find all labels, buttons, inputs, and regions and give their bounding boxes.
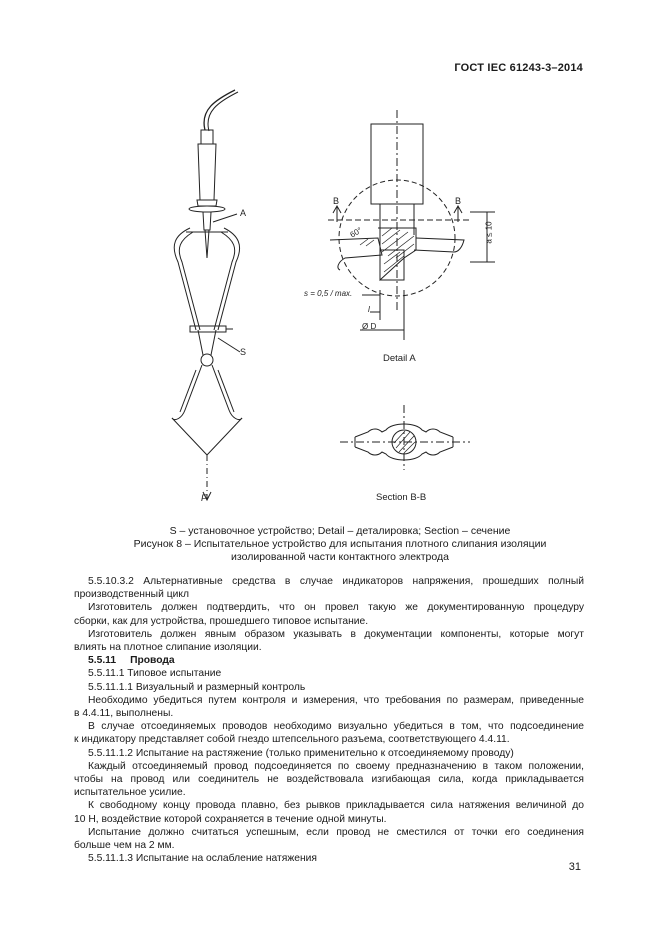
- label-dim-l: l: [368, 305, 370, 314]
- heading-5-5-11-1-2: 5.5.11.1.2 Испытание на растяжение (только применительно к отсоединяемому проводу): [88, 747, 514, 759]
- heading-5-5-11-1-3: 5.5.11.1.3 Испытание на ослабление натяжения: [88, 853, 317, 865]
- heading-5-5-11-number: 5.5.11: [88, 655, 117, 667]
- document-header: ГОСТ IEC 61243-3–2014: [454, 62, 583, 74]
- body-text: [74, 575, 584, 865]
- heading-5-5-11-1: 5.5.11.1 Типовое испытание: [88, 668, 222, 680]
- para-success-line1: Испытание должно считаться успешным, если провод не сместился от точки его соединения: [88, 826, 584, 838]
- label-dim-a: a ≤ 10: [484, 221, 494, 244]
- label-dim-s: s = 0,5 / max.: [304, 289, 353, 298]
- heading-5-5-11-1-1: 5.5.11.1.1 Визуальный и размерный контроль: [88, 681, 306, 693]
- para-5-5-10-3-2-line1: 5.5.10.3.2 Альтернативные средства в случае индикаторов напряжения, прошедших полный: [88, 576, 584, 587]
- para-dimensions-line1: Необходимо убедиться путем контроля и измерения, что требования по размерам, приведенные: [88, 694, 584, 706]
- para-connection-line2: чтобы на провод или соединитель не воздействовала изгибающая сила, когда прикладывается: [74, 774, 584, 786]
- label-dim-60: 60°: [348, 225, 364, 240]
- para-manufacturer-line2: сборки, как для устройства, прошедшего типовое испытание.: [74, 615, 369, 627]
- para-connection-line1: Каждый отсоединяемый провод подсоединяется по своему предназначению в таком положении,: [88, 760, 584, 772]
- para-dimensions-line2: в 4.4.11, выполнены.: [74, 708, 174, 720]
- para-detachable-line2: к индикатору представляет собой гнездо штепсельного разъема, соответствующего 4.4.11.: [74, 734, 510, 746]
- para-documentation-line2: влиять на плотное слипание изоляции.: [74, 642, 262, 654]
- label-f: F: [201, 493, 207, 503]
- figure-caption-line1: Рисунок 8 – Испытательное устройство для испытания плотного слипания изоляции: [133, 538, 547, 550]
- label-b-left: B: [333, 196, 340, 206]
- label-a: A: [240, 208, 247, 218]
- page-number: 31: [568, 861, 581, 873]
- label-b-right: B: [455, 196, 462, 206]
- detail-a-title: Detail A: [383, 353, 416, 364]
- para-success-line2: больше чем на 2 мм.: [74, 840, 175, 852]
- figure-legend: S – установочное устройство; Detail – деталировка; Section – сечение: [169, 525, 511, 537]
- para-manufacturer-line1: Изготовитель должен подтвердить, что он провел такую же документированную процедуру: [88, 602, 584, 614]
- para-documentation-line1: Изготовитель должен явным образом указывать в документации компоненты, которые могут: [88, 628, 584, 640]
- para-5-5-10-3-2-line2: производственный цикл: [74, 589, 189, 601]
- label-s: S: [240, 347, 247, 357]
- heading-5-5-11-title: Провода: [130, 655, 175, 667]
- para-force-line2: 10 Н, воздействие которой сохраняется в течение одной минуты.: [74, 813, 387, 825]
- para-force-line1: К свободному концу провода плавно, без рывков прикладывается сила натяжения величиной до: [88, 800, 584, 812]
- section-bb-title: Section B-B: [376, 492, 427, 503]
- para-connection-line3: испытательное усилие.: [74, 787, 186, 799]
- para-detachable-line1: В случае отсоединяемых проводов необходимо визуально убедиться в том, что подсоединение: [88, 721, 584, 733]
- figure-caption-line2: изолированной части контактного электрода: [231, 551, 449, 563]
- heading-5-5-11: [74, 654, 584, 667]
- label-dim-d: Ø D: [362, 322, 377, 331]
